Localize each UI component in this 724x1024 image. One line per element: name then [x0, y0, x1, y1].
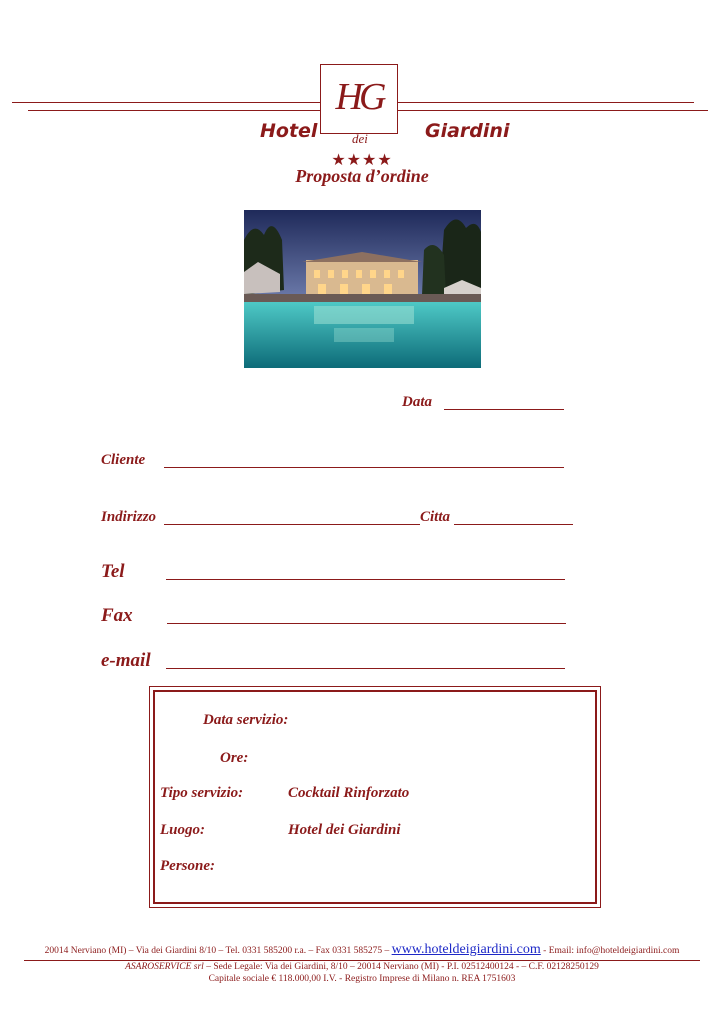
- email-field[interactable]: [166, 668, 565, 669]
- website-link[interactable]: www.hoteldeigiardini.com: [391, 942, 541, 957]
- client-field[interactable]: [164, 467, 564, 468]
- client-label: Cliente: [101, 452, 146, 468]
- header-rule-right-bottom: [398, 110, 708, 111]
- service-place-value: Hotel dei Giardini: [288, 822, 401, 838]
- brand-hotel: Hotel: [260, 120, 318, 142]
- service-place-label: Luogo:: [160, 822, 205, 838]
- footer-contact-line: [0, 942, 724, 958]
- service-hours-label: Ore:: [220, 750, 249, 766]
- city-label: Citta: [420, 509, 451, 525]
- footer-legal-line: [0, 962, 724, 972]
- service-date-label: Data servizio:: [203, 712, 289, 728]
- date-field[interactable]: [444, 409, 564, 410]
- hotel-pool-photo: [244, 210, 481, 368]
- service-type-label: Tipo servizio:: [160, 785, 244, 801]
- address-field[interactable]: [164, 524, 420, 525]
- city-field[interactable]: [454, 524, 573, 525]
- date-label: Data: [402, 394, 432, 410]
- header-rule-right-top: [398, 102, 694, 103]
- star-rating-icon: ★★★★: [331, 152, 393, 169]
- address-label: Indirizzo: [101, 509, 157, 525]
- brand-dei: dei: [352, 131, 368, 146]
- tel-label: Tel: [101, 561, 125, 582]
- footer-legal-text: – Sede Legale: Via dei Giardini, 8/10 – 20014 Nerviano (MI) - P.I. 02512400124 - – C.F. 02128250129: [203, 962, 599, 972]
- footer-email: - Email: info@hoteldeigiardini.com: [540, 946, 680, 956]
- brand-giardini: Giardini: [425, 120, 510, 142]
- tel-field[interactable]: [166, 579, 565, 580]
- logo-monogram: HG: [335, 76, 383, 118]
- service-people-label: Persone:: [160, 858, 215, 874]
- email-label: e-mail: [101, 650, 151, 671]
- header-rule-left-top: [12, 102, 320, 103]
- fax-label: Fax: [101, 605, 133, 626]
- footer-address: 20014 Nerviano (MI) – Via dei Giardini 8/10 – Tel. 0331 585200 r.a. – Fax 0331 585275 –: [44, 946, 392, 956]
- page-title: Proposta d’ordine: [295, 166, 429, 186]
- fax-field[interactable]: [167, 623, 566, 624]
- hotel-logo: [320, 64, 398, 134]
- header-rule-left-bottom: [28, 110, 320, 111]
- footer-rule: [24, 960, 700, 961]
- service-type-value: Cocktail Rinforzato: [288, 785, 410, 801]
- footer-capital-line: Capitale sociale € 118.000,00 I.V. - Registro Imprese di Milano n. REA 1751603: [208, 974, 516, 984]
- footer-company: ASAROSERVICE srl: [125, 962, 204, 972]
